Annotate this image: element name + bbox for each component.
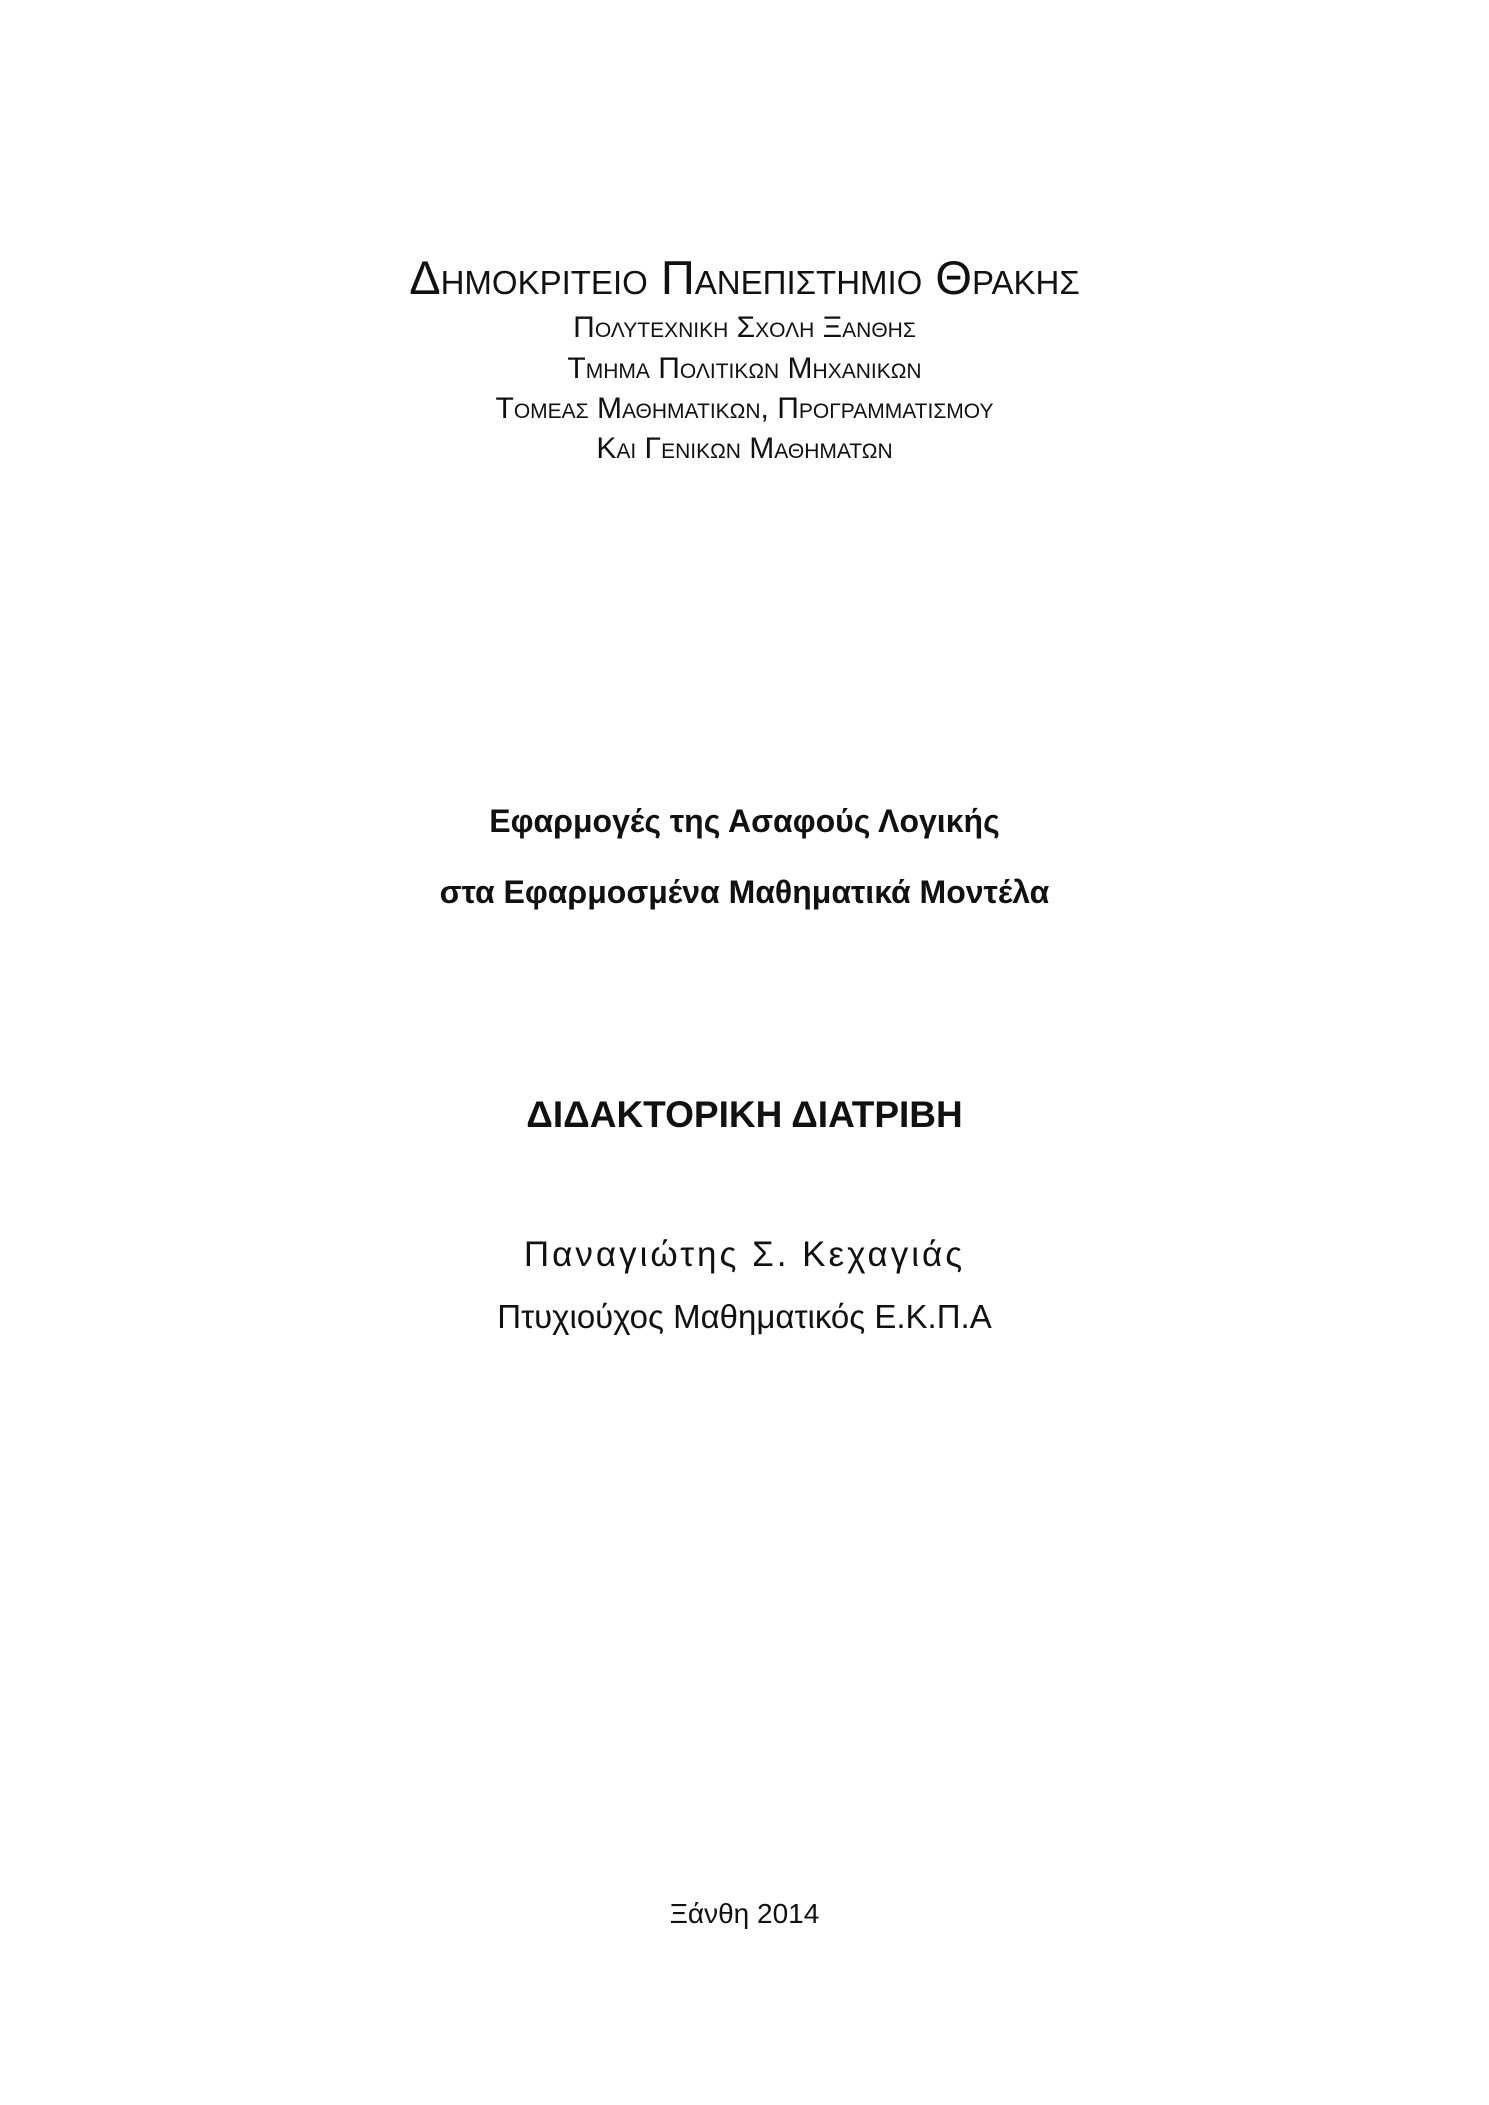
thesis-title-line2: στα Εφαρμοσμένα Μαθηματικά Μοντέλα: [439, 874, 1050, 910]
author-name: Παναγιώτης Σ. Κεχαγιάς: [523, 1235, 966, 1274]
place-year: Ξάνθη 2014: [669, 1898, 820, 1929]
thesis-type: ΔΙΔΑΚΤΟΡΙΚΗ ΔΙΑΤΡΙΒΗ: [526, 1094, 963, 1135]
author-degree: Πτυχιούχος Μαθηματικός Ε.Κ.Π.Α: [497, 1298, 992, 1335]
department-name: Τμημα Πολιτικων Μηχανικων: [567, 352, 922, 385]
division-name-line1: Τομεας Μαθηματικων, Προγραμματισμου: [495, 392, 994, 425]
university-name: Δημοκριτειο Πανεπιστημιο Θρακης: [409, 251, 1080, 304]
division-name-line2: Και Γενικων Μαθηματων: [596, 432, 893, 465]
thesis-title-line1: Εφαρμογές της Ασαφούς Λογικής: [489, 803, 1000, 839]
school-name: Πολυτεχνικη Σχολη Ξανθης: [573, 311, 916, 344]
